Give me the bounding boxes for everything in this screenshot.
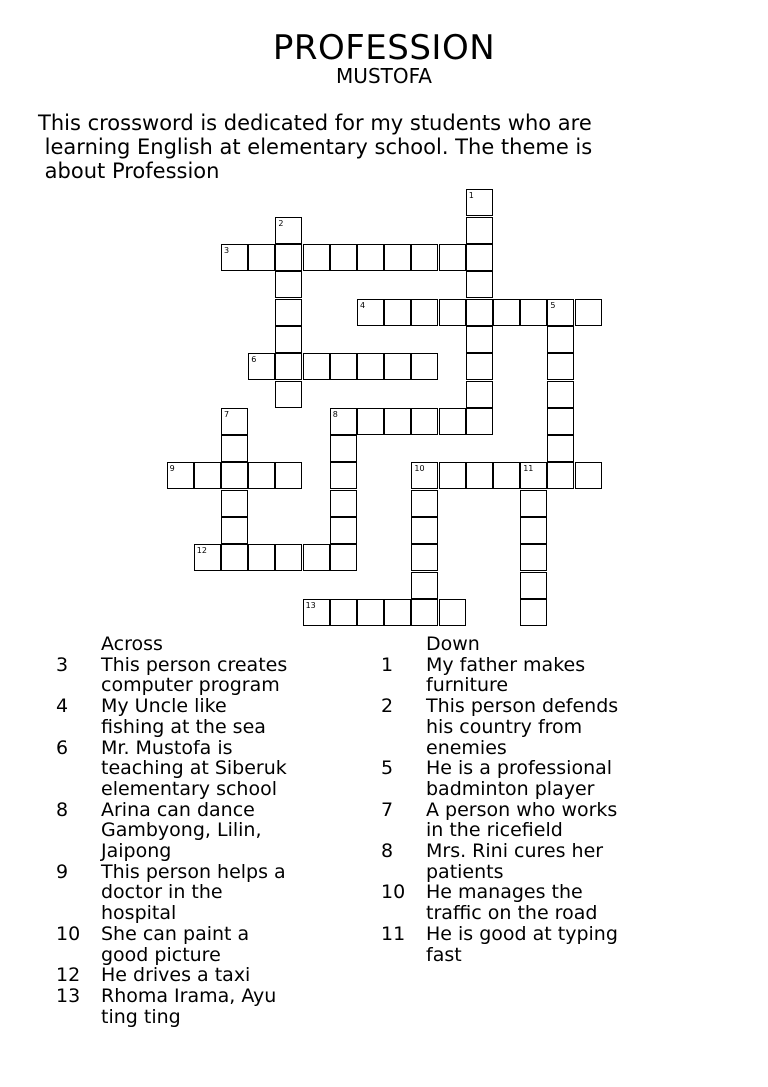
clue-line: fast bbox=[426, 943, 462, 966]
grid-cell[interactable] bbox=[493, 462, 520, 489]
across-clues bbox=[56, 634, 356, 1027]
down-clues bbox=[381, 634, 681, 965]
across-clue-list bbox=[56, 655, 356, 1028]
grid-cell[interactable] bbox=[330, 435, 357, 462]
clue-line: My Uncle like bbox=[101, 695, 227, 718]
grid-cell[interactable] bbox=[248, 544, 275, 571]
across-heading: Across bbox=[101, 633, 163, 655]
grid-cell[interactable] bbox=[357, 599, 384, 626]
grid-cell[interactable] bbox=[221, 490, 248, 517]
grid-cell[interactable] bbox=[194, 544, 221, 571]
grid-cell[interactable] bbox=[384, 599, 411, 626]
intro-line: about Profession bbox=[38, 159, 220, 183]
grid-cell[interactable] bbox=[411, 544, 438, 571]
clue-item bbox=[381, 841, 681, 882]
grid-cell[interactable] bbox=[411, 353, 438, 380]
clue-number: 10 bbox=[56, 922, 81, 945]
clue-item bbox=[56, 986, 356, 1027]
grid-cell[interactable] bbox=[439, 599, 466, 626]
clue-number: 11 bbox=[381, 922, 406, 945]
grid-cell[interactable] bbox=[411, 299, 438, 326]
clue-line: furniture bbox=[426, 674, 509, 697]
grid-cell[interactable] bbox=[547, 326, 574, 353]
clue-line: He is a professional bbox=[426, 757, 613, 780]
grid-cell[interactable] bbox=[330, 517, 357, 544]
clue-line: He is good at typing bbox=[426, 922, 618, 945]
grid-cell[interactable] bbox=[275, 217, 302, 244]
clue-number: 6 bbox=[56, 736, 69, 759]
author-name: MUSTOFA bbox=[336, 64, 432, 88]
cell-number: 8 bbox=[332, 409, 338, 419]
clue-line: Arina can dance bbox=[101, 798, 255, 821]
grid-cell[interactable] bbox=[275, 326, 302, 353]
cell-number: 13 bbox=[305, 600, 316, 610]
clue-line: in the ricefield bbox=[426, 819, 563, 842]
clue-item bbox=[56, 965, 356, 986]
grid-cell[interactable] bbox=[330, 408, 357, 435]
clue-text bbox=[101, 924, 356, 965]
grid-cell[interactable] bbox=[520, 462, 547, 489]
grid-cell[interactable] bbox=[466, 217, 493, 244]
grid-cell[interactable] bbox=[330, 462, 357, 489]
cell-number: 4 bbox=[360, 300, 366, 310]
cell-number: 1 bbox=[468, 191, 474, 201]
grid-cell[interactable] bbox=[194, 462, 221, 489]
clue-line: ting ting bbox=[101, 1005, 181, 1028]
grid-cell[interactable] bbox=[439, 462, 466, 489]
grid-cell[interactable] bbox=[466, 408, 493, 435]
grid-cell[interactable] bbox=[520, 572, 547, 599]
clue-line: This person helps a bbox=[101, 860, 286, 883]
clue-item bbox=[381, 800, 681, 841]
clue-line: He drives a taxi bbox=[101, 964, 251, 987]
grid-cell[interactable] bbox=[357, 244, 384, 271]
clue-text bbox=[426, 800, 681, 841]
grid-cell[interactable] bbox=[357, 353, 384, 380]
clue-item bbox=[56, 738, 356, 800]
grid-cell[interactable] bbox=[466, 271, 493, 298]
clue-line: Gambyong, Lilin, bbox=[101, 819, 262, 842]
clue-line: This person creates bbox=[101, 653, 288, 676]
clue-line: traffic on the road bbox=[426, 902, 598, 925]
grid-cell[interactable] bbox=[466, 299, 493, 326]
clue-line: A person who works bbox=[426, 798, 618, 821]
grid-cell[interactable] bbox=[221, 544, 248, 571]
down-heading: Down bbox=[426, 633, 480, 655]
clue-line: doctor in the bbox=[101, 881, 223, 904]
grid-cell[interactable] bbox=[330, 544, 357, 571]
clue-line: teaching at Siberuk bbox=[101, 757, 287, 780]
grid-cell[interactable] bbox=[221, 462, 248, 489]
grid-cell[interactable] bbox=[547, 462, 574, 489]
grid-cell[interactable] bbox=[439, 299, 466, 326]
clue-line: good picture bbox=[101, 943, 221, 966]
clue-text bbox=[101, 986, 356, 1027]
grid-cell[interactable] bbox=[466, 353, 493, 380]
clue-text bbox=[426, 696, 681, 758]
grid-cell[interactable] bbox=[275, 381, 302, 408]
cell-number: 9 bbox=[169, 464, 175, 474]
grid-cell[interactable] bbox=[275, 544, 302, 571]
clue-number: 7 bbox=[381, 798, 394, 821]
grid-cell[interactable] bbox=[411, 599, 438, 626]
clue-item bbox=[381, 758, 681, 799]
grid-cell[interactable] bbox=[221, 517, 248, 544]
grid-cell[interactable] bbox=[466, 189, 493, 216]
grid-cell[interactable] bbox=[303, 353, 330, 380]
grid-cell[interactable] bbox=[547, 408, 574, 435]
grid-cell[interactable] bbox=[303, 544, 330, 571]
intro-line: learning English at elementary school. The theme is bbox=[38, 135, 593, 159]
grid-cell[interactable] bbox=[221, 408, 248, 435]
grid-cell[interactable] bbox=[411, 462, 438, 489]
grid-cell[interactable] bbox=[575, 299, 602, 326]
grid-cell[interactable] bbox=[357, 408, 384, 435]
clue-line: patients bbox=[426, 860, 504, 883]
grid-cell[interactable] bbox=[493, 299, 520, 326]
grid-cell[interactable] bbox=[330, 490, 357, 517]
grid-cell[interactable] bbox=[275, 462, 302, 489]
clue-line: Rhoma Irama, Ayu bbox=[101, 984, 277, 1007]
clue-line: Jaipong bbox=[101, 840, 172, 863]
grid-cell[interactable] bbox=[411, 490, 438, 517]
clue-line: hospital bbox=[101, 902, 177, 925]
grid-cell[interactable] bbox=[411, 244, 438, 271]
clue-line: My father makes bbox=[426, 653, 586, 676]
grid-cell[interactable] bbox=[466, 244, 493, 271]
grid-cell[interactable] bbox=[439, 244, 466, 271]
grid-cell[interactable] bbox=[520, 544, 547, 571]
grid-cell[interactable] bbox=[575, 462, 602, 489]
intro-line: This crossword is dedicated for my students who are bbox=[38, 111, 592, 135]
clue-text bbox=[101, 800, 356, 862]
clue-number: 8 bbox=[56, 798, 69, 821]
grid-cell[interactable] bbox=[384, 244, 411, 271]
clue-text bbox=[101, 655, 356, 696]
clue-number: 3 bbox=[56, 653, 69, 676]
clue-number: 12 bbox=[56, 964, 81, 987]
grid-cell[interactable] bbox=[275, 244, 302, 271]
cell-number: 10 bbox=[414, 464, 425, 474]
grid-cell[interactable] bbox=[466, 326, 493, 353]
clue-item bbox=[56, 696, 356, 737]
clue-line: He manages the bbox=[426, 881, 583, 904]
cell-number: 12 bbox=[196, 546, 207, 556]
cell-number: 2 bbox=[278, 218, 284, 228]
grid-cell[interactable] bbox=[384, 299, 411, 326]
clue-text bbox=[101, 738, 356, 800]
grid-cell[interactable] bbox=[411, 517, 438, 544]
clue-line: computer program bbox=[101, 674, 280, 697]
clue-number: 9 bbox=[56, 860, 69, 883]
clue-item bbox=[56, 655, 356, 696]
grid-cell[interactable] bbox=[330, 353, 357, 380]
clue-line: This person defends bbox=[426, 695, 619, 718]
clue-item bbox=[56, 862, 356, 924]
grid-cell[interactable] bbox=[411, 572, 438, 599]
clue-item bbox=[381, 924, 681, 965]
grid-cell[interactable] bbox=[357, 299, 384, 326]
clue-number: 4 bbox=[56, 695, 69, 718]
clue-line: She can paint a bbox=[101, 922, 250, 945]
clue-number: 10 bbox=[381, 881, 406, 904]
grid-cell[interactable] bbox=[411, 408, 438, 435]
clue-number: 8 bbox=[381, 840, 394, 863]
grid-cell[interactable] bbox=[520, 599, 547, 626]
grid-cell[interactable] bbox=[384, 408, 411, 435]
grid-cell[interactable] bbox=[466, 462, 493, 489]
grid-cell[interactable] bbox=[167, 462, 194, 489]
clue-line: elementary school bbox=[101, 777, 278, 800]
clue-number: 2 bbox=[381, 695, 394, 718]
page-title: PROFESSION bbox=[272, 28, 496, 68]
grid-cell[interactable] bbox=[547, 381, 574, 408]
grid-cell[interactable] bbox=[275, 353, 302, 380]
clue-text bbox=[101, 965, 356, 986]
clue-item bbox=[381, 655, 681, 696]
grid-cell[interactable] bbox=[520, 299, 547, 326]
clue-line: enemies bbox=[426, 736, 507, 759]
clue-text bbox=[101, 862, 356, 924]
grid-cell[interactable] bbox=[248, 353, 275, 380]
grid-cell[interactable] bbox=[520, 517, 547, 544]
grid-cell[interactable] bbox=[520, 490, 547, 517]
grid-cell[interactable] bbox=[466, 381, 493, 408]
cell-number: 3 bbox=[224, 246, 230, 255]
clue-number: 1 bbox=[381, 653, 394, 676]
grid-cell[interactable] bbox=[303, 599, 330, 626]
grid-cell[interactable] bbox=[303, 244, 330, 271]
grid-cell[interactable] bbox=[221, 244, 248, 271]
clue-item bbox=[381, 696, 681, 758]
grid-cell[interactable] bbox=[330, 244, 357, 271]
clue-item bbox=[56, 924, 356, 965]
grid-cell[interactable] bbox=[248, 244, 275, 271]
clue-item bbox=[381, 882, 681, 923]
grid-cell[interactable] bbox=[275, 271, 302, 298]
cell-number: 7 bbox=[224, 409, 230, 419]
down-clue-list bbox=[381, 655, 681, 966]
grid-cell[interactable] bbox=[275, 299, 302, 326]
clue-line: Mrs. Rini cures her bbox=[426, 840, 604, 863]
grid-cell[interactable] bbox=[248, 462, 275, 489]
clue-line: his country from bbox=[426, 715, 583, 738]
clue-text bbox=[426, 758, 681, 799]
clue-number: 13 bbox=[56, 984, 81, 1007]
grid-cell[interactable] bbox=[221, 435, 248, 462]
cell-number: 6 bbox=[251, 355, 257, 365]
clue-text bbox=[426, 882, 681, 923]
grid-cell[interactable] bbox=[547, 353, 574, 380]
clue-line: fishing at the sea bbox=[101, 715, 266, 738]
grid-cell[interactable] bbox=[330, 599, 357, 626]
grid-cell[interactable] bbox=[547, 299, 574, 326]
clue-text bbox=[426, 655, 681, 696]
grid-cell[interactable] bbox=[384, 353, 411, 380]
cell-number: 11 bbox=[523, 464, 534, 474]
clue-text bbox=[426, 841, 681, 882]
clue-text bbox=[101, 696, 356, 737]
clue-item bbox=[56, 800, 356, 862]
clue-line: badminton player bbox=[426, 777, 595, 800]
cell-number: 5 bbox=[550, 300, 556, 310]
clue-text bbox=[426, 924, 681, 965]
clue-line: Mr. Mustofa is bbox=[101, 736, 233, 759]
grid-cell[interactable] bbox=[439, 408, 466, 435]
grid-cell[interactable] bbox=[547, 435, 574, 462]
clue-number: 5 bbox=[381, 757, 394, 780]
